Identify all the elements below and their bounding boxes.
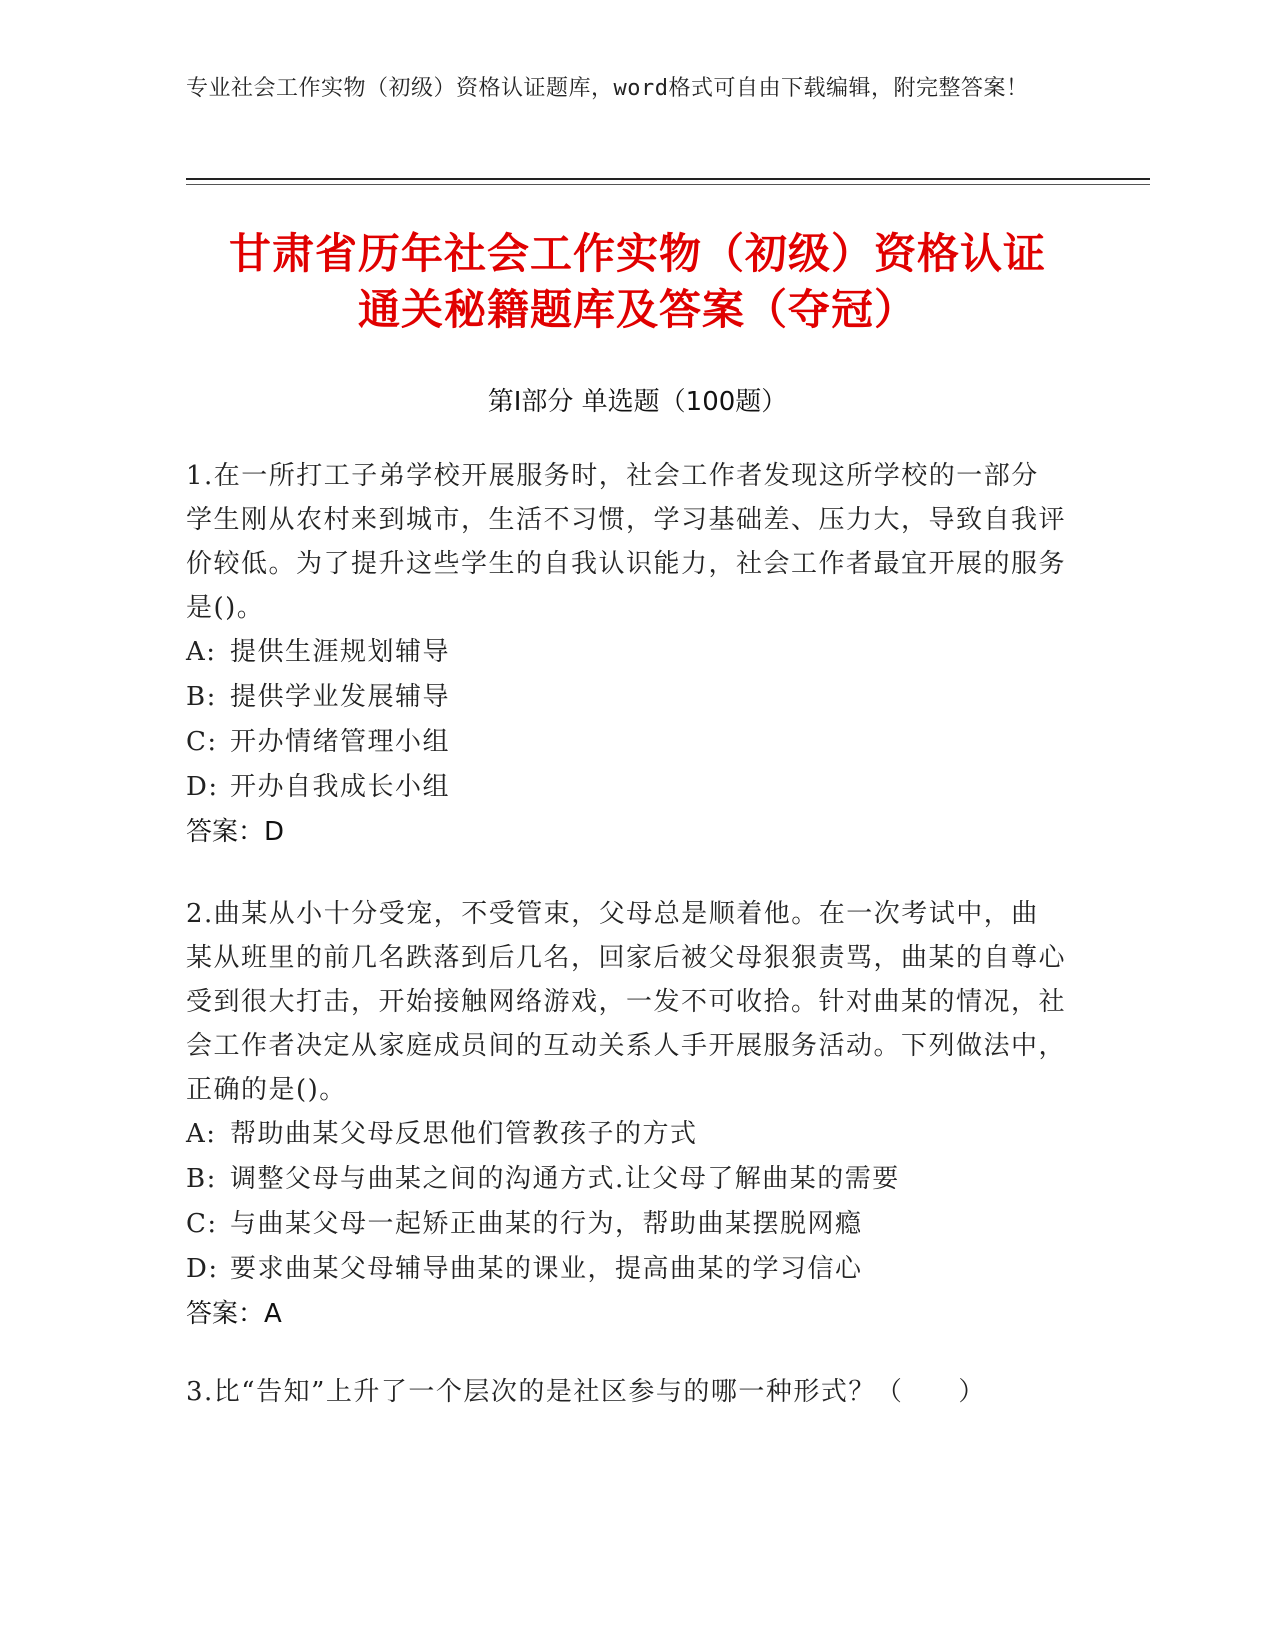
option-text: 提供学业发展辅导 xyxy=(230,682,451,712)
option-text: 要求曲某父母辅导曲某的课业，提高曲某的学习信心 xyxy=(230,1254,863,1284)
option-text: 开办情绪管理小组 xyxy=(230,727,451,757)
option-key: D: xyxy=(186,1254,219,1284)
question-2 xyxy=(186,892,1066,1337)
option-b xyxy=(186,675,1066,720)
option-text: 提供生涯规划辅导 xyxy=(230,637,451,667)
question-stem: 3.比“告知”上升了一个层次的是社区参与的哪一种形式？（ ） xyxy=(186,1377,986,1407)
option-b xyxy=(186,1157,1066,1202)
option-key: A: xyxy=(186,637,217,667)
option-text: 与曲某父母一起矫正曲某的行为，帮助曲某摆脱网瘾 xyxy=(230,1209,863,1239)
title-line-1: 甘肃省历年社会工作实物（初级）资格认证 xyxy=(228,229,1046,278)
option-c xyxy=(186,720,1066,765)
option-d xyxy=(186,1247,1066,1292)
question-1 xyxy=(186,454,1066,855)
question-stem: 1.在一所打工子弟学校开展服务时，社会工作者发现这所学校的一部分学生刚从农村来到城市，生活不习惯，学习基础差、压力大，导致自我评价较低。为了提升这些学生的自我认识能力，社会工作者最宜开展的服务是()。 xyxy=(186,461,1067,623)
answer-line: 答案：D xyxy=(186,817,285,847)
option-key: D: xyxy=(186,772,219,802)
option-c xyxy=(186,1202,1066,1247)
option-key: B: xyxy=(186,682,217,712)
option-a xyxy=(186,1112,1066,1157)
header-note: 专业社会工作实物（初级）资格认证题库，word格式可自由下载编辑，附完整答案！ xyxy=(186,76,1029,101)
answer-line: 答案：A xyxy=(186,1299,282,1329)
header-divider-thick xyxy=(186,178,1150,180)
title-line-2: 通关秘籍题库及答案（夺冠） xyxy=(357,285,917,334)
section-heading: 第Ⅰ部分 单选题（100题） xyxy=(487,387,788,417)
question-stem: 2.曲某从小十分受宠，不受管束，父母总是顺着他。在一次考试中，曲某从班里的前几名跌落到后几名，回家后被父母狠狠责骂，曲某的自尊心受到很大打击，开始接触网络游戏，一发不可收拾。针对曲某的情况，社会工作者决定从家庭成员间的互动关系人手开展服务活动。下列做法中，正确的是()。 xyxy=(186,899,1067,1105)
question-3 xyxy=(186,1370,1066,1414)
option-key: C: xyxy=(186,727,218,757)
option-text: 调整父母与曲某之间的沟通方式.让父母了解曲某的需要 xyxy=(230,1164,900,1194)
option-a xyxy=(186,630,1066,675)
option-key: C: xyxy=(186,1209,218,1239)
option-key: B: xyxy=(186,1164,217,1194)
document-title xyxy=(150,226,1125,338)
option-text: 帮助曲某父母反思他们管教孩子的方式 xyxy=(230,1119,698,1149)
option-text: 开办自我成长小组 xyxy=(230,772,451,802)
option-d xyxy=(186,765,1066,810)
option-key: A: xyxy=(186,1119,217,1149)
header-divider-thin xyxy=(186,184,1150,185)
